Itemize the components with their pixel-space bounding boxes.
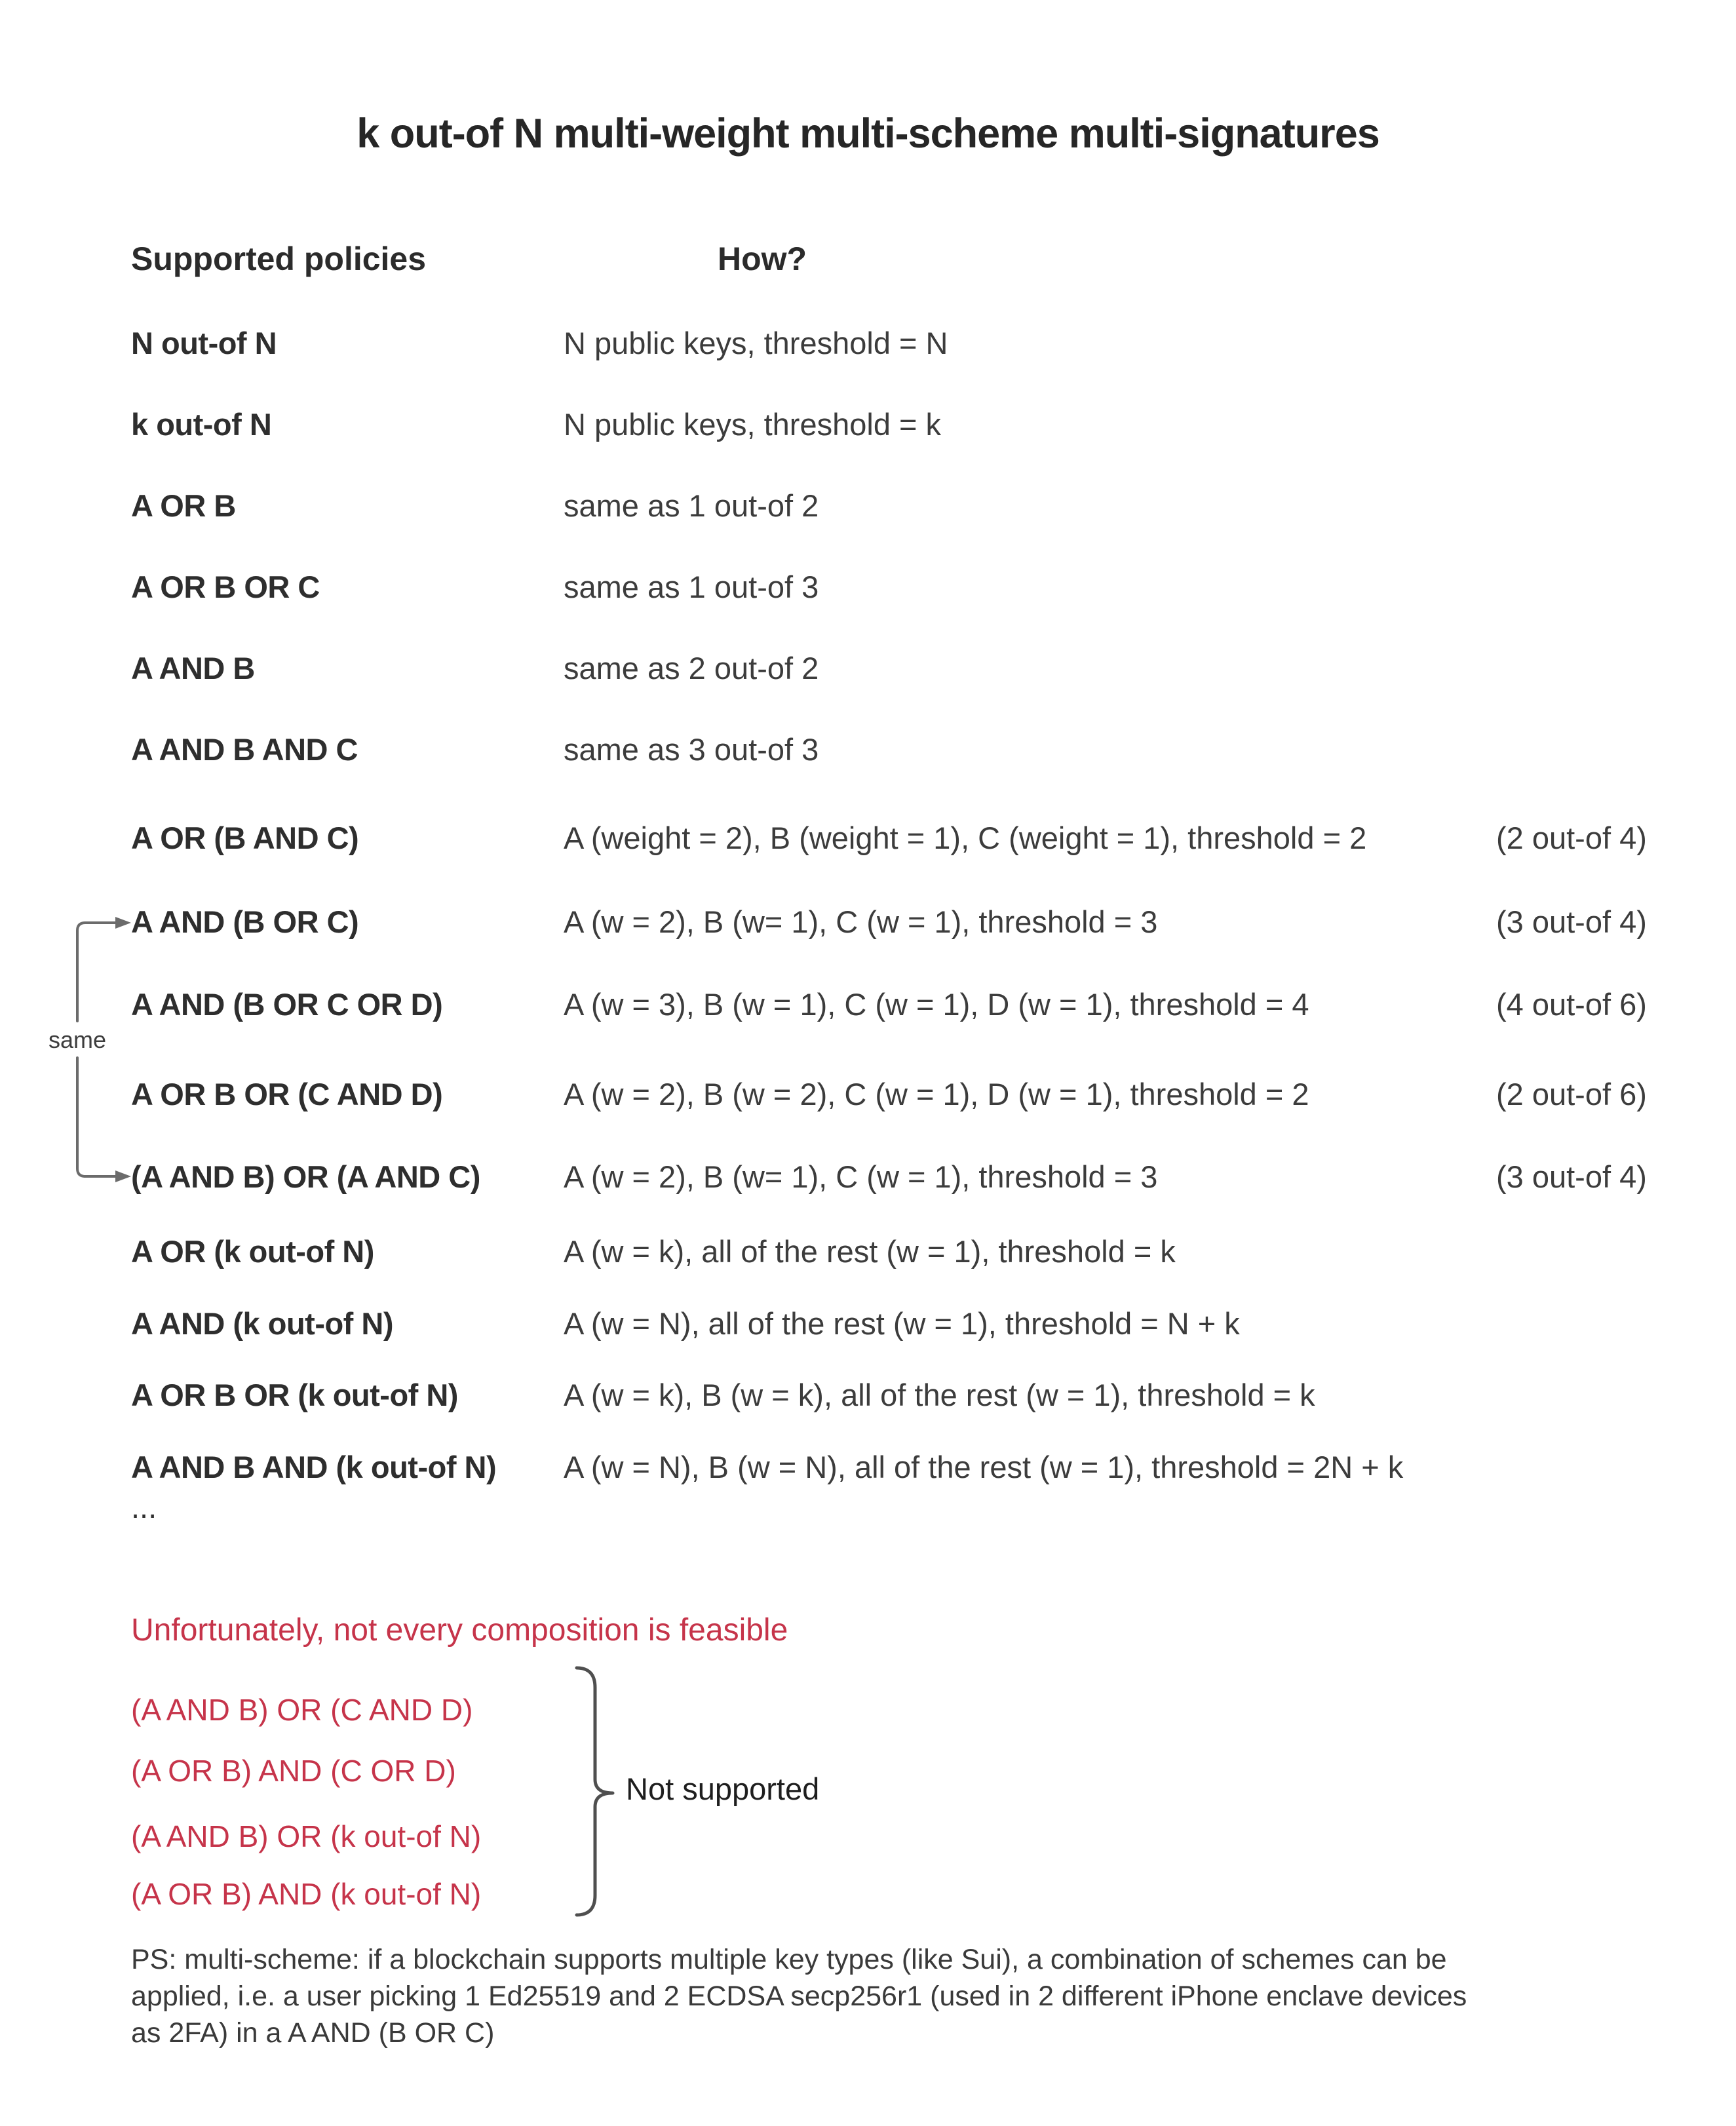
table-row xyxy=(0,1448,1736,1488)
ps-line: PS: multi-scheme: if a blockchain supports multiple key types (like Sui), a combination of schemes can be xyxy=(131,1944,1447,1975)
policy-cell: A AND (k out-of N) xyxy=(131,1306,393,1341)
policy-cell: A AND B AND (k out-of N) xyxy=(131,1450,497,1484)
policy-cell: A AND B xyxy=(131,651,255,686)
note-cell: (3 out-of 4) xyxy=(1496,1159,1647,1194)
table-row xyxy=(0,324,1736,364)
infeasible-item: (A OR B) AND (k out-of N) xyxy=(131,1877,482,1911)
page-title: k out-of N multi-weight multi-scheme multi-signatures xyxy=(357,111,1379,157)
policy-cell: A OR (k out-of N) xyxy=(131,1234,374,1269)
note-cell: (4 out-of 6) xyxy=(1496,987,1647,1022)
table-row xyxy=(0,985,1736,1026)
table-row xyxy=(0,1232,1736,1273)
brace-icon xyxy=(557,1658,636,1933)
ellipsis: ... xyxy=(131,1490,157,1524)
ps-line: as 2FA) in a A AND (B OR C) xyxy=(131,2017,495,2049)
table-row xyxy=(0,1075,1736,1115)
infeasible-item: (A AND B) OR (k out-of N) xyxy=(131,1819,482,1853)
not-supported-label: Not supported xyxy=(626,1771,820,1806)
table-row xyxy=(0,1157,1736,1198)
table-row xyxy=(0,486,1736,527)
arrow-right-icon xyxy=(115,917,131,929)
how-cell: A (w = 2), B (w = 2), C (w = 1), D (w = 1), threshold = 2 xyxy=(564,1077,1309,1111)
policy-cell: N out-of N xyxy=(131,326,277,360)
infeasible-item: (A OR B) AND (C OR D) xyxy=(131,1754,456,1788)
column-header-how: How? xyxy=(718,241,807,277)
how-cell: same as 1 out-of 2 xyxy=(564,488,819,523)
how-cell: A (weight = 2), B (weight = 1), C (weight = 1), threshold = 2 xyxy=(564,821,1367,855)
note-cell: (3 out-of 4) xyxy=(1496,904,1647,939)
policy-cell: A AND (B OR C OR D) xyxy=(131,987,443,1022)
same-label: same xyxy=(46,1025,109,1055)
policy-cell: k out-of N xyxy=(131,407,272,442)
policy-cell: A AND (B OR C) xyxy=(131,904,359,939)
column-header-policies: Supported policies xyxy=(131,241,427,277)
table-row xyxy=(0,568,1736,608)
how-cell: same as 3 out-of 3 xyxy=(564,732,819,767)
how-cell: A (w = N), B (w = N), all of the rest (w = 1), threshold = 2N + k xyxy=(564,1450,1404,1484)
how-cell: A (w = k), all of the rest (w = 1), threshold = k xyxy=(564,1234,1176,1269)
policy-cell: (A AND B) OR (A AND C) xyxy=(131,1159,480,1194)
how-cell: A (w = N), all of the rest (w = 1), threshold = N + k xyxy=(564,1306,1240,1341)
table-row xyxy=(0,1376,1736,1416)
table-row xyxy=(0,819,1736,859)
ps-line: applied, i.e. a user picking 1 Ed25519 and 2 ECDSA secp256r1 (used in 2 different iPhone enclave devices xyxy=(131,1981,1467,2012)
how-cell: N public keys, threshold = N xyxy=(564,326,948,360)
how-cell: N public keys, threshold = k xyxy=(564,407,942,442)
policy-cell: A OR B xyxy=(131,488,236,523)
table-row xyxy=(0,1304,1736,1345)
arrow-right-icon xyxy=(115,1170,131,1182)
table-row xyxy=(0,902,1736,943)
table-row xyxy=(0,730,1736,771)
infeasible-item: (A AND B) OR (C AND D) xyxy=(131,1693,473,1727)
policy-cell: A AND B AND C xyxy=(131,732,358,767)
table-row xyxy=(0,405,1736,446)
how-cell: same as 2 out-of 2 xyxy=(564,651,819,686)
policy-cell: A OR B OR C xyxy=(131,570,320,604)
note-cell: (2 out-of 4) xyxy=(1496,821,1647,855)
how-cell: A (w = 3), B (w = 1), C (w = 1), D (w = 1), threshold = 4 xyxy=(564,987,1309,1022)
policy-cell: A OR B OR (C AND D) xyxy=(131,1077,443,1111)
how-cell: A (w = 2), B (w= 1), C (w = 1), threshold = 3 xyxy=(564,904,1158,939)
note-cell: (2 out-of 6) xyxy=(1496,1077,1647,1111)
how-cell: A (w = k), B (w = k), all of the rest (w = 1), threshold = k xyxy=(564,1378,1315,1412)
how-cell: same as 1 out-of 3 xyxy=(564,570,819,604)
how-cell: A (w = 2), B (w= 1), C (w = 1), threshold = 3 xyxy=(564,1159,1158,1194)
policy-cell: A OR B OR (k out-of N) xyxy=(131,1378,458,1412)
policy-cell: A OR (B AND C) xyxy=(131,821,359,855)
infeasible-heading: Unfortunately, not every composition is feasible xyxy=(131,1613,788,1648)
ps-note xyxy=(131,1941,1638,2051)
table-row xyxy=(0,649,1736,689)
